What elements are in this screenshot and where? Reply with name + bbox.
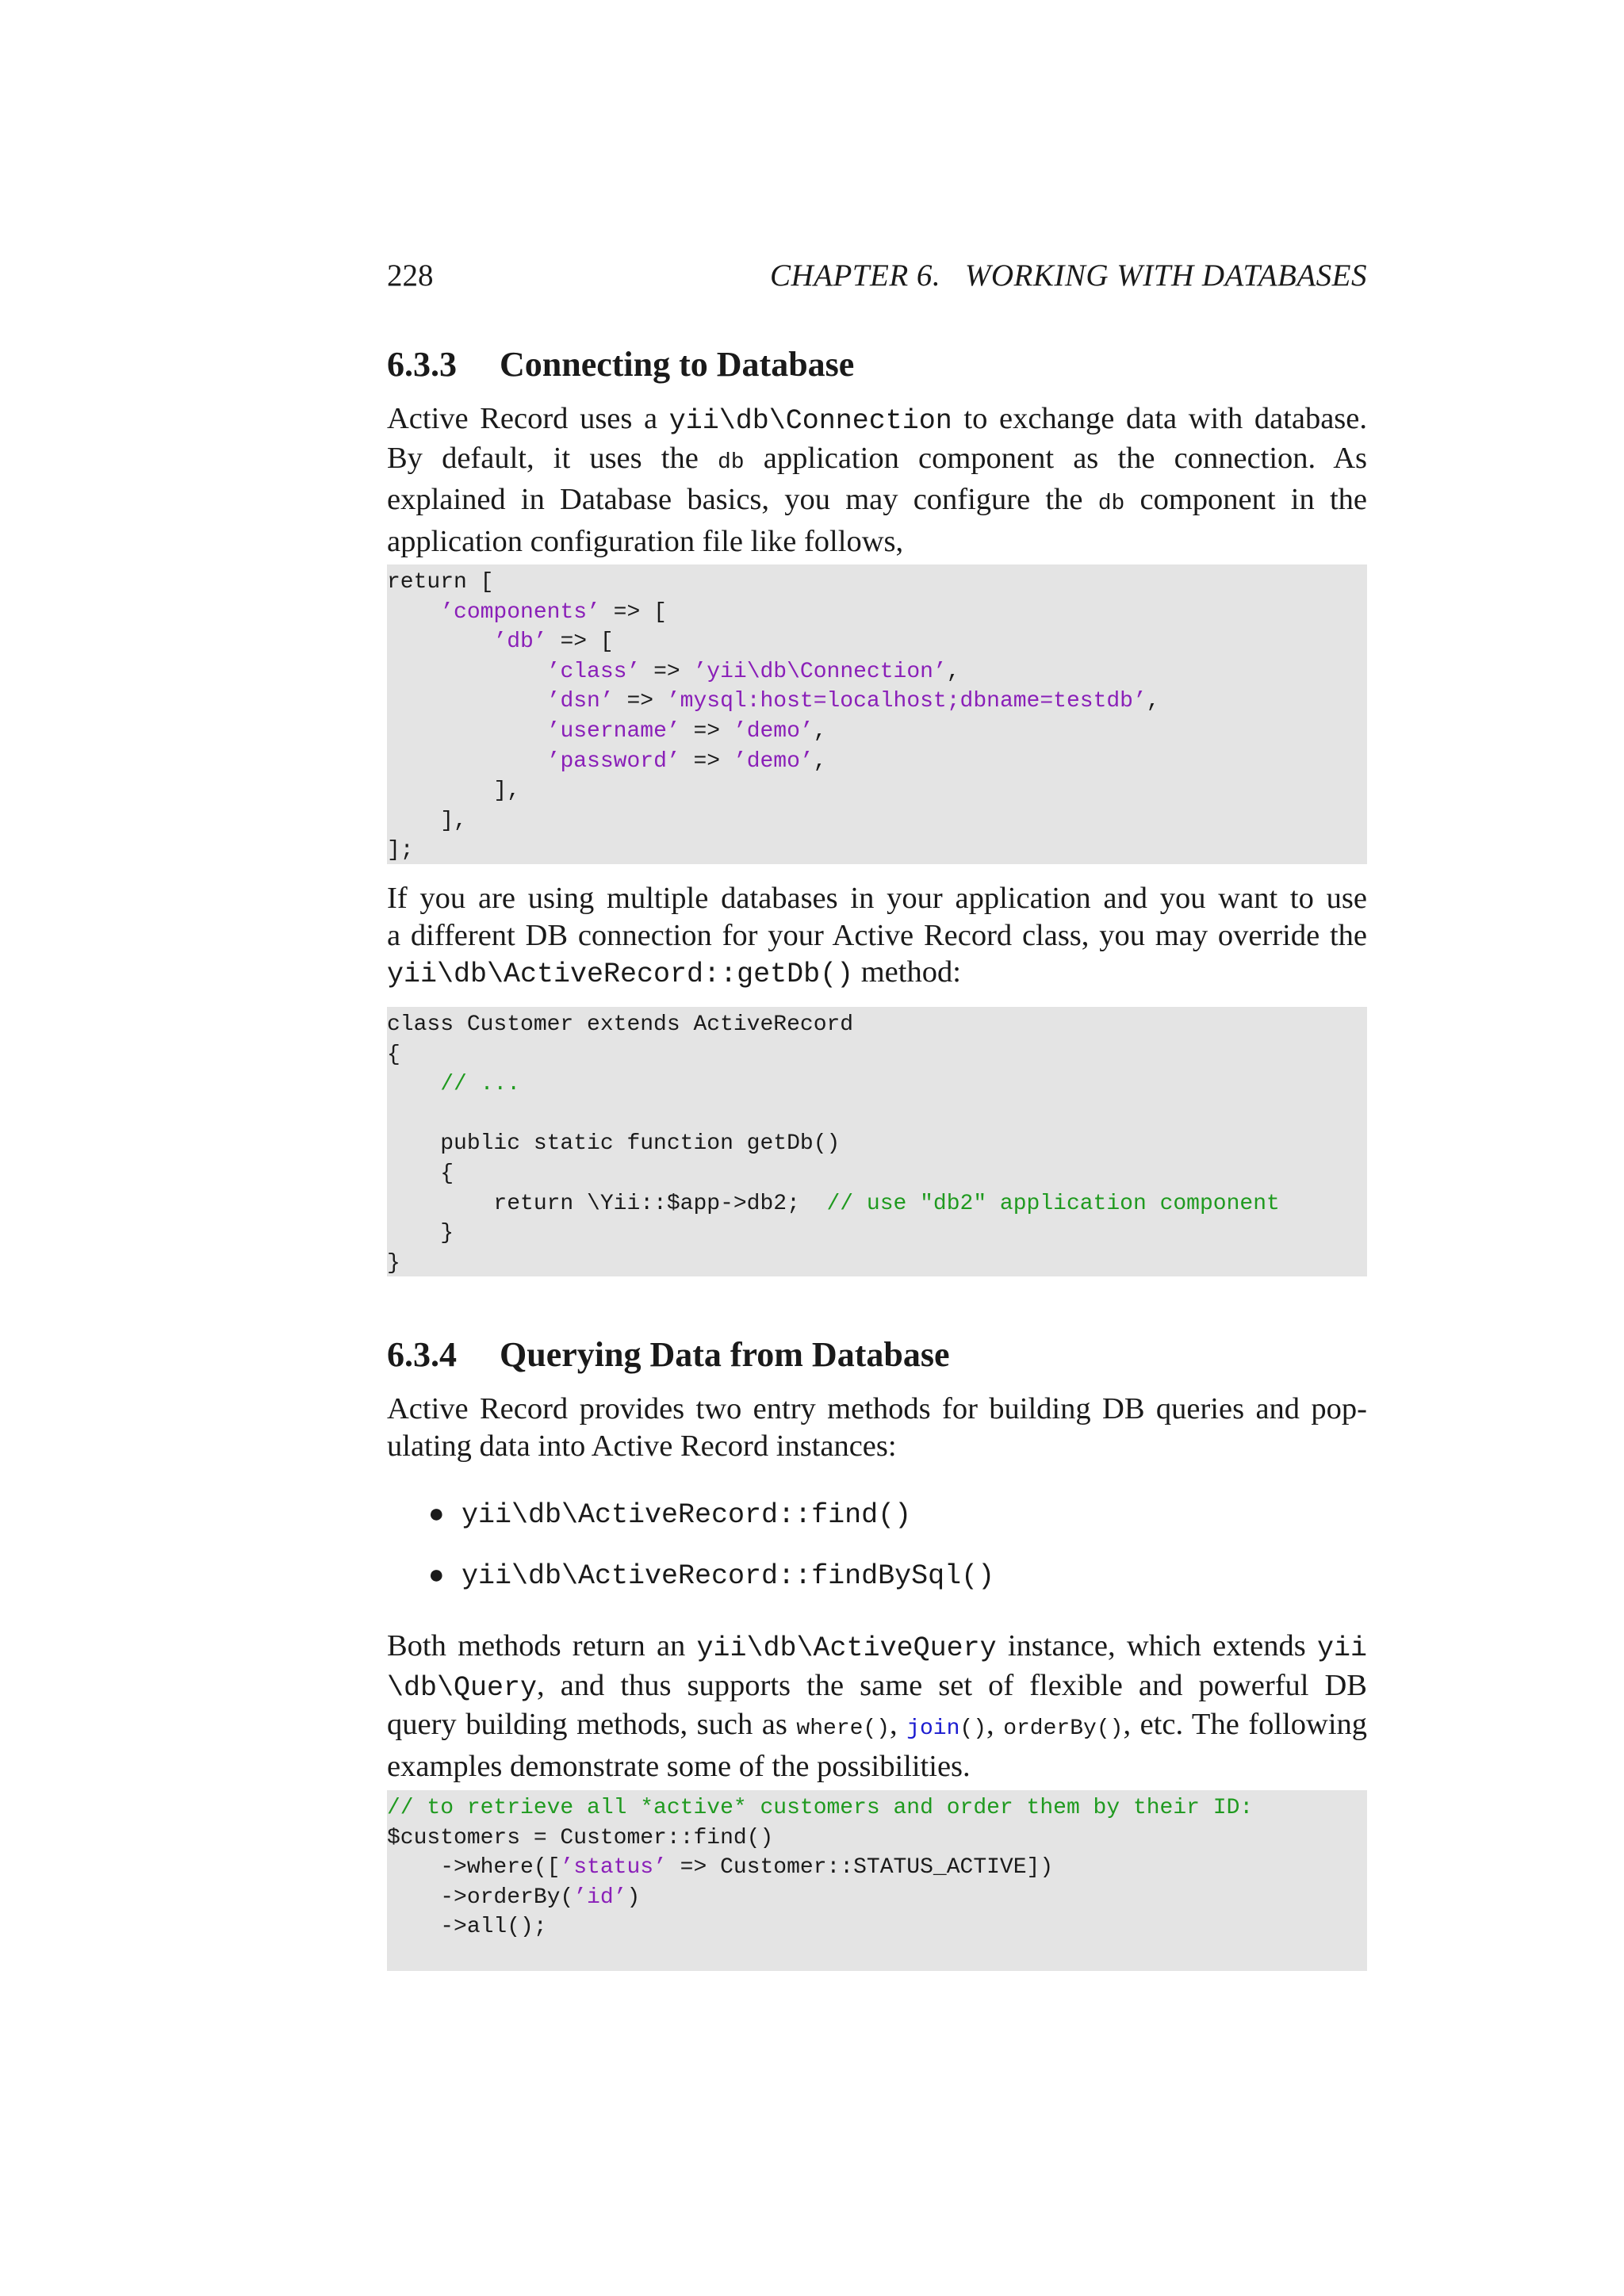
inline-code: where() — [796, 1716, 891, 1741]
code-string: ’yii\db\Connection’ — [693, 659, 947, 684]
text-run: , — [986, 1708, 1004, 1741]
code-text: class Customer extends ActiveRecord — [387, 1012, 854, 1037]
code-text: { — [387, 1042, 400, 1067]
code-line — [387, 1100, 1367, 1130]
code-text: } — [387, 1250, 400, 1276]
paragraph-both-methods — [387, 1628, 1367, 1785]
text-run: to exchange data with database. — [952, 402, 1367, 435]
text-line — [387, 880, 1367, 917]
page-number: 228 — [387, 258, 434, 293]
code-line — [387, 1883, 1367, 1913]
code-text: ->all(); — [387, 1915, 547, 1940]
text-line — [387, 1667, 1367, 1707]
code-line — [387, 1189, 1367, 1219]
text-line — [387, 1706, 1367, 1748]
inline-code: join — [906, 1716, 960, 1741]
paragraph-connection — [387, 400, 1367, 560]
list-item-text: yii\db\ActiveRecord::findBySql() — [462, 1560, 995, 1592]
section-heading-6-3-3 — [387, 344, 1367, 385]
code-comment: // to retrieve all *active* customers and order them by their ID: — [387, 1796, 1254, 1820]
code-string: ’demo’ — [733, 748, 814, 774]
code-line — [387, 1219, 1367, 1249]
text-line — [387, 400, 1367, 440]
code-line — [387, 1040, 1367, 1070]
text-run: examples demonstrate some of the possibilities. — [387, 1749, 971, 1783]
page-header — [387, 258, 1367, 293]
code-text: ], — [387, 779, 521, 804]
code-string: ’status’ — [560, 1855, 667, 1881]
code-text: => [ — [599, 599, 667, 625]
text-run: query building methods, such as — [387, 1708, 797, 1741]
code-text: public static function getDb() — [387, 1131, 841, 1157]
code-text: return [ — [387, 570, 494, 595]
inline-code: \db\Query — [387, 1671, 538, 1704]
text-line — [387, 917, 1367, 955]
text-run: Active Record uses a — [387, 402, 669, 435]
code-line — [387, 1912, 1367, 1942]
code-string: ’components’ — [440, 599, 600, 625]
code-string: ’mysql:host=localhost;dbname=testdb’ — [666, 689, 1147, 714]
text-run: method: — [853, 955, 961, 989]
code-line — [387, 1129, 1367, 1159]
inline-code: yii — [1316, 1632, 1367, 1664]
code-text — [387, 689, 547, 714]
code-line — [387, 627, 1367, 657]
code-text: { — [387, 1161, 454, 1186]
list-item-text: yii\db\ActiveRecord::find() — [462, 1499, 912, 1531]
text-line — [387, 440, 1367, 482]
code-string: ’demo’ — [733, 718, 814, 744]
code-text — [387, 1072, 440, 1096]
text-line — [387, 523, 1367, 561]
code-text — [387, 719, 547, 744]
code-line — [387, 657, 1367, 687]
text-run: , — [890, 1708, 907, 1741]
code-line — [387, 1853, 1367, 1883]
code-text: ) — [626, 1885, 641, 1910]
code-line — [387, 1159, 1367, 1189]
code-text: , — [1146, 689, 1160, 714]
code-text: => [ — [546, 629, 614, 655]
inline-code: orderBy() — [1003, 1716, 1124, 1741]
code-string: ’db’ — [493, 629, 547, 655]
code-text: , — [946, 659, 960, 684]
code-text: => — [680, 748, 733, 774]
code-line — [387, 1249, 1367, 1279]
text-line — [387, 1628, 1367, 1667]
text-line — [387, 954, 1367, 993]
code-string: ’password’ — [546, 748, 680, 774]
code-text: => — [680, 718, 733, 744]
code-string: ’id’ — [573, 1885, 627, 1910]
text-run: application configuration file like follows, — [387, 524, 904, 558]
paragraph-multiple-db — [387, 880, 1367, 993]
text-run: a different DB connection for your Active Record class, you may override the — [387, 918, 1367, 952]
code-text: ->orderBy( — [387, 1885, 574, 1910]
code-line — [387, 836, 1367, 866]
code-line — [387, 776, 1367, 806]
text-run: ulating data into Active Record instances: — [387, 1429, 897, 1463]
code-text: => — [613, 689, 667, 714]
code-line — [387, 1823, 1367, 1854]
section-title: Connecting to Database — [500, 345, 855, 384]
text-run: If you are using multiple databases in your application and you want to use — [387, 882, 1367, 915]
code-string: ’dsn’ — [546, 689, 614, 714]
code-line — [387, 598, 1367, 628]
code-string: ’class’ — [546, 659, 641, 684]
section-title: Querying Data from Database — [500, 1335, 950, 1374]
code-text: $customers = Customer::find() — [387, 1825, 774, 1850]
inline-code: db — [1097, 492, 1125, 516]
code-text: ]; — [387, 838, 414, 863]
code-line — [387, 806, 1367, 836]
text-run: component in the — [1124, 483, 1367, 516]
inline-code: yii\db\Connection — [668, 405, 952, 437]
code-block-find-example — [387, 1790, 1367, 1971]
code-comment: // use "db2" application component — [826, 1191, 1280, 1216]
code-block-config — [387, 564, 1367, 864]
text-line — [387, 481, 1367, 523]
list-item: ● yii\db\ActiveRecord::find() — [428, 1499, 912, 1531]
code-text: } — [387, 1221, 454, 1246]
text-run: Active Record provides two entry methods for building DB queries and pop- — [387, 1392, 1367, 1425]
inline-code: () — [959, 1716, 987, 1741]
inline-code: db — [718, 450, 745, 475]
code-line — [387, 1793, 1367, 1823]
code-text: , — [813, 748, 827, 774]
code-line — [387, 747, 1367, 777]
section-heading-6-3-4 — [387, 1334, 1367, 1375]
list-item: ● yii\db\ActiveRecord::findBySql() — [428, 1560, 995, 1592]
text-run: , and thus supports the same set of flexible and powerful DB — [537, 1668, 1367, 1702]
code-line — [387, 568, 1367, 598]
text-line — [387, 1748, 1367, 1785]
code-text: ], — [387, 808, 467, 833]
section-number: 6.3.3 — [387, 345, 457, 384]
code-line — [387, 717, 1367, 747]
inline-code: yii\db\ActiveRecord::getDb() — [387, 959, 854, 990]
code-line — [387, 1070, 1367, 1100]
text-line — [387, 1428, 1367, 1465]
inline-code: yii\db\ActiveQuery — [696, 1632, 997, 1664]
code-text — [387, 629, 493, 654]
running-chapter-title: CHAPTER 6. WORKING WITH DATABASES — [769, 258, 1367, 293]
text-run: explained in Database basics, you may configure the — [387, 483, 1098, 516]
code-text — [387, 660, 547, 684]
code-line — [387, 1010, 1367, 1040]
text-run: Both methods return an — [387, 1629, 697, 1663]
code-block-getdb — [387, 1007, 1367, 1276]
text-run: instance, which extends — [996, 1629, 1317, 1663]
code-line — [387, 687, 1367, 717]
code-text — [387, 749, 547, 774]
code-text: return \Yii::$app->db2; — [387, 1191, 827, 1216]
code-text: ->where([ — [387, 1855, 561, 1881]
code-text: , — [813, 718, 827, 744]
code-text: => Customer::STATUS_ACTIVE]) — [666, 1855, 1054, 1881]
text-run: , etc. The following — [1123, 1708, 1368, 1741]
code-text — [387, 600, 440, 625]
text-run: application component as the connection. As — [744, 441, 1368, 475]
code-string: ’username’ — [546, 718, 680, 744]
code-comment: // ... — [440, 1072, 521, 1097]
text-line — [387, 1391, 1367, 1428]
text-run: By default, it uses the — [387, 441, 718, 475]
code-text: => — [640, 659, 694, 684]
section-number: 6.3.4 — [387, 1335, 457, 1374]
paragraph-entry-methods — [387, 1391, 1367, 1464]
